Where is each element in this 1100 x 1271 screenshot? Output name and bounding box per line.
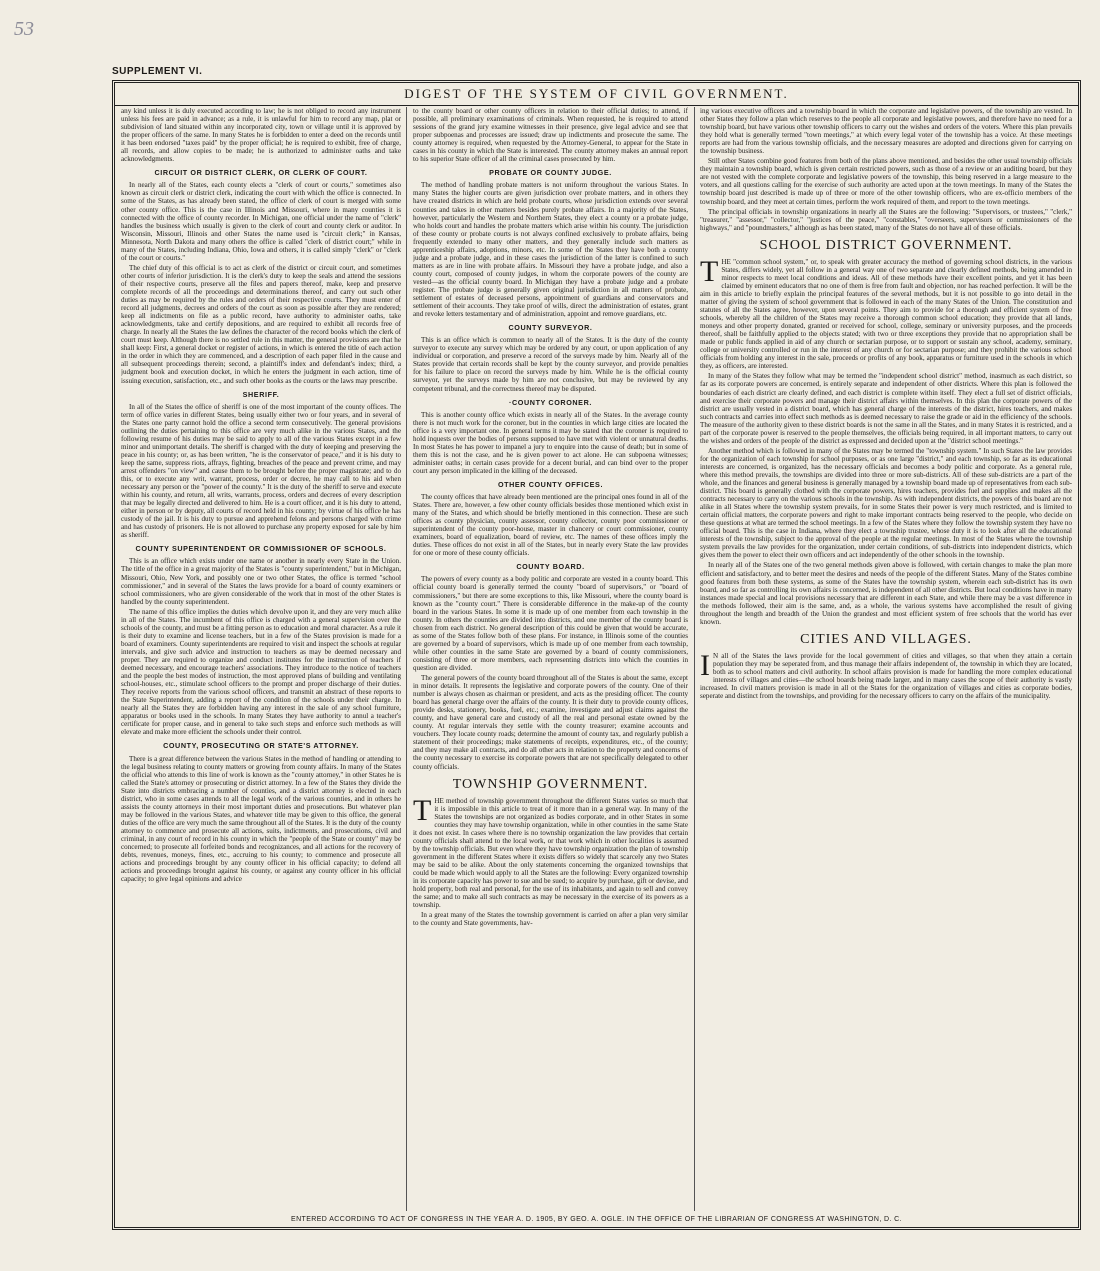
copyright-footer: ENTERED ACCORDING TO ACT OF CONGRESS IN THE YEAR A. D. 1905, BY GEO. A. OGLE. IN THE OFFICE OF THE LIBRARIAN OF CONGRESS AT WASHINGTON, D. C.: [291, 1216, 902, 1223]
major-heading: SCHOOL DISTRICT GOVERNMENT.: [759, 237, 1013, 253]
column-divider: [406, 107, 407, 1211]
paragraph: The name of this office implies the duties which devolve upon it, and they are very much alike in all of the States. The incumbent of this office is charged with a general supervision over the schools of the county, and must be a fitting person as to education and moral character. As a rule it is their duty to examine and license teachers, but in a few of the States provision is made for a board of examiners. County superintendents are required to visit and inspect the schools at regular intervals, and give such advice and instruction to teachers as may be deemed necessary and proper. They are required to organize and conduct institutes for the instruction of teachers if deemed necessary, and encourage teachers' associations. They introduce to the notice of teachers and the people the best modes of instruction, the most approved plans of building and ventilating school-houses, etc., stimulate school officers to the prompt and proper discharge of their duties. They receive reports from the various school officers, and transmit an abstract of these reports to the State Superintendent, adding a report of the condition of the schools under their charge. In nearly all the States they are forbidden having any interest in the sale of any school furniture, apparatus or books used in the schools. In many States they have authority to annul a teacher's certificate for proper cause, and in general to take such steps and enforce such methods as will elevate and make more efficient the schools under their control.: [121, 607, 401, 737]
column-1: [121, 107, 401, 1211]
paragraph-text: HE "common school system," or, to speak with greater accuracy the method of governing school districts, in the various States, differs widely, yet all follow in a general way one of two separate and clearly defined methods, being amended in minor respects to meet local conditions and ideas. All of these methods have their excellent points, and yet it has been claimed by eminent educators that no one of them is free from fault and objection, nor has reached perfection. It will be the aim in this article to briefly explain the principal features of the several methods, but it is not possible to go into detail in the matter of giving the system of school government that is followed in each of the many States of the Union. The constitution and statutes of all the States agree, however, upon several points. They aim to provide for a thorough and efficient system of free schools, whereby all the children of the States may receive a thorough common school education; they provide that all lands, moneys and other property donated, granted or received for school, college, seminary or university purposes, and the proceeds thereof, shall be faithfully applied to the objects stated; with two or three exceptions they provide that no appropriation shall be made or public funds applied in aid of any church or sectarian purpose, or to support or sustain any school, academy, seminary, college or university controlled or run in the interest of any church or for sectarian purpose; and they prohibit the various school officials from holding any interest in the sale, proceeds or profits of any book, apparatus or furniture used in the schools in which they, as officers, are interested.: [700, 257, 1072, 371]
paragraph: Another method which is followed in many of the States may be termed the "township system." In such States the law provides for the organization of each township for school purposes, or as one large "district," and each township, so far as its educational interests are concerned, is organized, has the necessary officials and becomes a body politic and corporate. As a general rule, where this method prevails, the townships are divided into three or more sub-districts. All of these sub-districts are a part of the whole, and the finances and general business is generally managed by a township board made up of representatives from each sub-district. This board is generally clothed with the corporate powers, hires teachers, provides fuel and supplies and makes all the contracts necessary to carry on the various schools in the township. As with independent districts, the powers of this board are not alike in all States where the township system prevails, for in some States their power is very much restricted, and is limited to certain official matters, the corporate powers and right to make important contracts being reserved to the people, who decide on these questions at what are termed the school meetings. In a few of the States where they follow the township system they have no official board. This is the case in Indiana, where they elect a township trustee, whose duty it is to look after all the educational interests of the township, subject to the approval of the people at the regular meetings. In most of the States where the township system prevails the law provides for the organization, under certain conditions, of sub-districts into independent districts, which gives them the power to elect their own officers and act independently of the other schools in the township.: [700, 446, 1072, 560]
paragraph: [700, 254, 1072, 371]
paragraph: [700, 648, 1072, 701]
paragraph: to the county board or other county officers in relation to their official duties; to attend, if possible, all preliminary examinations of criminals. When requested, he is required to attend sessions of the grand jury examine witnesses in their presence, give legal advice and see that proper subpoenas and processes are issued; draw up indictments and prosecute the same. The county attorney is required, when requested by the Attorney-General, to appear for the State in cases in his county in which the State is interested. The county attorney makes an annual report to his superior State officer of all the criminal cases prosecuted by him.: [413, 107, 688, 164]
page-frame: [112, 80, 1081, 1230]
paragraph: This is another county office which exists in nearly all of the States. In the average county there is not much work for the coroner, but in the counties in which large cities are located the office is a very important one. In general terms it may be stated that the coroner is required to hold inquests over the bodies of persons supposed to have met with violent or unnatural deaths. In most States he has power to impanel a jury to enquire into the cause of death; but in some of them this is not the case, and he is given power to act alone. He can subpoena witnesses; administer oaths; in certain cases provide for a decent burial, and can bind over to the proper court any person implicated in the killing of the deceased.: [413, 410, 688, 475]
supplement-label: SUPPLEMENT VI.: [112, 66, 203, 77]
paragraph: There is a great difference between the various States in the method of handling or attending to the legal business relating to county matters or growing from county affairs. In many of the States the official who attends to this line of work is known as the "county attorney," in other States he is called the State's attorney or prosecuting or district attorney. In a few of the States they divide the State into districts embracing a number of counties, and a district attorney is elected in each district, who in some cases attends to all the legal work of the various counties, and in others he assists the county attorneys in their most important duties and prosecutions. But whatever plan may be followed in the various States, and whatever title may be given to this office, the general duties of the office are very much the same throughout all of the States. It is the duty of the county attorney to commence and prosecute all actions, suits, indictments, and prosecutions, civil and criminal, in any court of record in his county in which the "people of the State or county" may be concerned; to prosecute all forfeited bonds and recognizances, and all actions for the recovery of debts, revenues, moneys, fines, etc., accruing to his county; to commence and prosecute all actions and proceedings brought by any county officer in his official capacity; to defend all actions and proceedings brought against his county, or against any county officer in his official capacity; to give legal opinions and advice: [121, 754, 401, 884]
paragraph: any kind unless it is duly executed according to law; he is not obliged to record any instrument unless his fees are paid in advance; as a rule, it is unlawful for him to record any map, plat or subdivision of land situated within any incorporated city, town or village until it is approved by the proper officers of the same. In many States he is forbidden to enter a deed on the records until it has been endorsed "taxes paid" by the proper official; he is required to exhibit, free of charge, all records, and allow copies to be made; he is authorized to administer oaths and take acknowledgments.: [121, 107, 401, 164]
paragraph: Still other States combine good features from both of the plans above mentioned, and besides the other usual township officials they maintain a township board, which is given certain restricted powers, such as those of a review or an auditing board, but they are not vested with the complete corporate and legislative powers of the township, this being reserved in a large measure to the voters, and all questions calling for the exercise of such authority are acted upon at the town meetings. In many of the States the township board just described is made up of three or more of the other township officers, who are ex-officio members of the township board, and they meet at certain times, perform the work required of them, and report to the town meetings.: [700, 157, 1072, 206]
drop-cap: I: [700, 648, 710, 682]
paragraph: ing various executive officers and a township board in which the corporate and legislative powers, of the township are vested. In other States they follow a plan which reserves to the people all corporate and legislative powers, and therefore have no need for a township board, but have various other township officers to carry out the wishes and orders of the voters. Where this plan prevails they hold what is generally termed "town meetings," at which every legal voter of the township has a voice. At these meetings reports are had from the various township officials, and the necessary measures are adopted and directions given for carrying on the township business.: [700, 107, 1072, 156]
paragraph: The powers of every county as a body politic and corporate are vested in a county board. This official county board is generally termed the county "board of supervisors," or "board of commissioners," but there are some exceptions to this, like Missouri, where the county board is known as the "county court." There is considerable difference in the make-up of the county board in the various States. In some it is made up of one member from each township in the county. In others the counties are divided into districts, and one member of the county board is chosen from each district. No general description of this could be given that would be accurate, as some of the States follow both of these plans. For instance, in Illinois some of the counties are governed by a board of supervisors, which is made up of one member from each township, while other counties in the same State are governed by a board of county commissioners, consisting of three or more members, each representing districts into which the counties in question are divided.: [413, 575, 688, 672]
column-2: [413, 107, 688, 1211]
paragraph: This is an office which is common to nearly all of the States. It is the duty of the county surveyor to execute any survey which may be ordered by any court, or upon application of any individual or corporation, and preserve a record of the surveys made by him. Nearly all of the States provide that certain records shall be kept by the county surveyor, and provide penalties for his failure to place on record the surveys made by him. While he is the official county surveyor, yet the surveys made by him are not conclusive, but may be reviewed by any competent tribunal, and the correctness thereof may be disputed.: [413, 336, 688, 393]
paragraph-text: N all of the States the laws provide for the local government of cities and villages, so that when they attain a certain population they may be seperated from, and thus manage their affairs independent of, the township in which they are located, both as to school matters and civil authority. In school affairs provision is made for handling the more complex educational interests of villages and cities—the school boards being made larger, and in many cases the scope of their authority is vastly increased. In civil matters provision is made in all ot the States for the organization of villages and cities as corporate bodies, seperate and distinct from the townships, and providing for the necessary officers to carry on the affairs of the municipality.: [700, 651, 1072, 701]
paragraph: In a great many of the States the township government is carried on after a plan very similar to the county and State governments, hav-: [413, 911, 688, 928]
page-number: 53: [14, 18, 34, 40]
drop-cap: T: [700, 254, 719, 288]
section-heading: COUNTY, PROSECUTING OR STATE'S ATTORNEY.: [163, 741, 359, 751]
section-heading: COUNTY SUPERINTENDENT OR COMMISSIONER OF SCHOOLS.: [135, 544, 387, 554]
page-title: DIGEST OF THE SYSTEM OF CIVIL GOVERNMENT.: [115, 83, 1078, 106]
section-heading: OTHER COUNTY OFFICES.: [497, 479, 604, 489]
section-heading: COUNTY SURVEYOR.: [508, 323, 593, 333]
section-heading: COUNTY BOARD.: [516, 562, 585, 572]
paragraph: In many of the States they follow what may be termed the "independent school district" method, inasmuch as each district, so far as its corporate powers are concerned, is entirely separate and independent of other districts. Where this plan is followed the boundaries of each district are clearly defined, and each district is complete within itself. They elect a full set of district officials, and exercise their corporate powers and manage their district affairs within themselves. In this plan the corporate powers of the district are usually vested in a district board, which has general charge of the interests of the district, hires teachers, and makes such contracts and carries into effect such methods as is deemed necessary to raise the grade or aid in the efficiency of the schools. The measure of the authority given to these district boards is not the same in all the States, and in many States it is restricted, and a part of the corporate power is reserved to the people themselves, the officials being required, in all important matters, to carry out the wishes and orders of the people of the district as expressed and decided upon at the "district school meetings.": [700, 372, 1072, 445]
section-heading: ·COUNTY CORONER.: [509, 397, 592, 407]
section-heading: CIRCUIT OR DISTRICT CLERK, OR CLERK OF COURT.: [154, 168, 368, 178]
paragraph-text: HE method of township government throughout the different States varies so much that it is impossible in this article to treat of it more than in a general way. In many of the States the townships are not organized as bodies corporate, and in other States in some counties they may have township organization, while in other counties in the same State it does not exist. In cases where there is no township organization the law provides that certain county officials shall attend to the local work, or that work which in other localities is assumed by the township officials. But even where they have township organization the plan of township government in the different States where it exists differs so widely that scarcely any two States may be said to be alike. About the only statements concerning the organized townships that could be made which would apply to all the States are the following: Every organized township in its corporate capacity has power to sue and be sued; to acquire by purchase, gift or devise, and hold property, both real and personal, for the use of its inhabitants, and again to sell and convey the same; and to make all such contracts as may be necessary in the exercise of its powers as a township.: [413, 796, 688, 910]
drop-cap: T: [413, 793, 432, 827]
paragraph: The county offices that have already been mentioned are the principal ones found in all of the States. There are, however, a few other county officials besides those mentioned which exist in many of the States, and which should be briefly mentioned in this connection. These are such offices as county physician, county assessor, county collector, county poor commissioner or superintendent of the county poor-house, master in chancery or court commissioner, county examiners, board of equalization, board of review, etc. The names of these offices imply the duties. These offices do not exist in all of the States, but in nearly every State the law provides for one or more of these county officials.: [413, 493, 688, 558]
major-heading: TOWNSHIP GOVERNMENT.: [452, 776, 649, 792]
paragraph: The general powers of the county board throughout all of the States is about the same, except in minor details. It represents the legislative and corporate powers of the county. One of their number is always chosen as chairman or president, and acts as the presiding officer. The county board has general charge over the affairs of the county. It is their duty to provide county offices, provide desks, stationery, books, fuel, etc.; examine, investigate and adjust claims against the county, and have general care and custody of all the real and personal estate owned by the county. At regular intervals they settle with the county treasurer; examine accounts and vouchers. They locate county roads; determine the amount of county tax, and regularly publish a statement of their proceedings; make statements of receipts, expenditures, etc., of the county; and they may make all contracts, and do all other acts in relation to the property and concerns of the county necessary to exercise its corporate powers that are not specifically delegated to other county officials.: [413, 674, 688, 771]
section-heading: PROBATE OR COUNTY JUDGE.: [489, 168, 612, 178]
paragraph: In all of the States the office of sheriff is one of the most important of the county offices. The term of office varies in different States, being usually either two or four years, and in several of the States one party cannot hold the office a second term consecutively. The general provisions outlining the duties pertaining to this office are very much alike in the various States, and the following resume of his duties may be said to apply to all of the various States except in a few minor and unimportant details. The sheriff is charged with the duty of keeping and preserving the peace in his county; or, as has been written, "he is the conservator of peace," and it is his duty to keep the same, suppress riots, affrays, fighting, breaches of the peace and prevent crime, and may arrest offenders "on view" and cause them to be brought before the proper magistrate; and to do this, or to execute any writ, warrant, process, order or decree, he may call to his aid when necessary any person or the "power of the county." It is the duty of the sheriff to serve and execute within his county, and return, all writs, warrants, process, orders and decrees of every description that may be legally directed and delivered to him. He is a court officer, and it is his duty to attend, either in person or by deputy, all courts of record held in his county; by virtue of his office he has custody of the jail. It is his duty to pursue and apprehend felons and persons charged with crime and has custody of prisoners. He is not allowed to purchase any property exposed for sale by him as sheriff.: [121, 402, 401, 540]
paragraph: The chief duty of this official is to act as clerk of the district or circuit court, and sometimes other courts of inferior jurisdiction. It is the clerk's duty to keep the seals and attend the sessions of their respective courts, preserve all the files and papers thereof, make, keep and preserve complete records of all the proceedings and determinations thereof, and carry out such other duties as may be required by the rules and orders of their respective courts. They must enter of record all judgments, decrees and orders of the court as soon as possible after they are rendered; keep all indictments on file as a public record, have authority to administer oaths, take acknowledgments, take and certify depositions, and are required to exhibit all records free of charge. In nearly all the States the law defines the character of the record books which the clerk of court must keep. Although there is no settled rule in this matter, the general provisions are that he shall keep: First, a general docket or register of actions, in which is entered the title of each action in the order in which they are commenced, and a description of each paper filed in the cause and all subsequent proceedings therein; second, a plaintiff's index and defendant's index; third, a judgment book and execution docket, in which he enters the judgment in each action, time of issuing execution, satisfaction, etc., and such other books as the courts or the laws may prescribe.: [121, 263, 401, 385]
paragraph: In nearly all of the States, each county elects a "clerk of court or courts," sometimes also known as circuit clerk or district clerk, indicating the court with which the office is connected. In some of the States, as has already been stated, the office of clerk of court is merged with some other county office. This is the case in Illinois and Missouri, where in many counties it is connected with the office of county recorder. In Michigan, one official under the name of "clerk" handles the business which usually is given to the clerk of court and county clerk or auditor. In Wisconsin, Missouri, Illinois and other States the name used is "circuit clerk;" in Kansas, Minnesota, North Dakota and many others the office is called "clerk of district court;" while in many of the States, including Indiana, Ohio, Iowa and others, it is called simply "clerk" or "clerk of the court or courts.": [121, 181, 401, 262]
column-3: [700, 107, 1072, 1211]
paragraph: In nearly all of the States one of the two general methods given above is followed, with certain changes to make the plan more efficient and satisfactory, and to better meet the desires and needs of the people of the different States. Many of the States combine good features from both these systems, as some of the States have the township system, wherein each sub-district has its own board, and so far as controlling its own affairs is concerned, is independent of all other districts. But local conditions have in many instances made special and local provisions necessary that are different in each State, and while there may be a vast difference in the methods followed, their aim is the same, and, as a whole, the various systems have accomplished the result of giving throughout the length and breadth of the Union the grandest and most efficient system of free schools that the world has ever known.: [700, 561, 1072, 626]
major-heading: CITIES AND VILLAGES.: [800, 631, 972, 647]
paragraph: The principal officials in township organizations in nearly all the States are the following: "Supervisors, or trustees," "clerk," "treasurer," "assessor," "collector," "justices of the peace," "constables," "overseers, supervisors or commissioners of the highways," and "poundmasters," although as has been stated, many of the States do not have all of these officials.: [700, 207, 1072, 232]
section-heading: SHERIFF.: [242, 389, 280, 399]
paragraph: This is an office which exists under one name or another in nearly every State in the Union. The title of the office in a great majority of the States is "county superintendent," but in Michigan, Missouri, Ohio, New York, and possibly one or two other States, the office is termed "school commissioner," and in several of the States the laws provide for a board of county examiners or school commissioners, who are given considerable of the work that in most of the other States is handled by the county superintendent.: [121, 557, 401, 606]
paragraph: [413, 793, 688, 910]
paragraph: The method of handling probate matters is not uniform throughout the various States. In many States the higher courts are given jurisdiction over probate matters, and in others they have created districts in which are held probate courts, whose jurisdiction extends over several counties and takes in other matters besides purely probate affairs. In a majority of the States, however, particularly the Western and Northern States, they elect a county or a probate judge, who holds court and handles the probate matters which arise within his county. The jurisdiction of these county or probate courts is not always confined exclusively to probate affairs, being frequently extended to many other matters, and they generally include such matters as apprenticeship affairs, adoptions, minors, etc. In some of the States they have both a county judge and a probate judge, and in these cases the jurisdiction of the latter is confined to such matters as are in line with probate affairs. In Missouri they have a probate judge, and also a county court, composed of county judges, in whom the corporate powers of the county are vested—as the official county board. In Michigan they have a probate judge and a probate register. The probate judge is generally given original jurisdiction in all matters of probate, settlement of estates of deceased persons, appointment of guardians and conservators and settlement of their accounts. They take proof of wills, direct the administration of estates, grant and revoke letters testamentary and of administration, appoint and remove guardians, etc.: [413, 181, 688, 319]
column-divider: [694, 107, 695, 1211]
